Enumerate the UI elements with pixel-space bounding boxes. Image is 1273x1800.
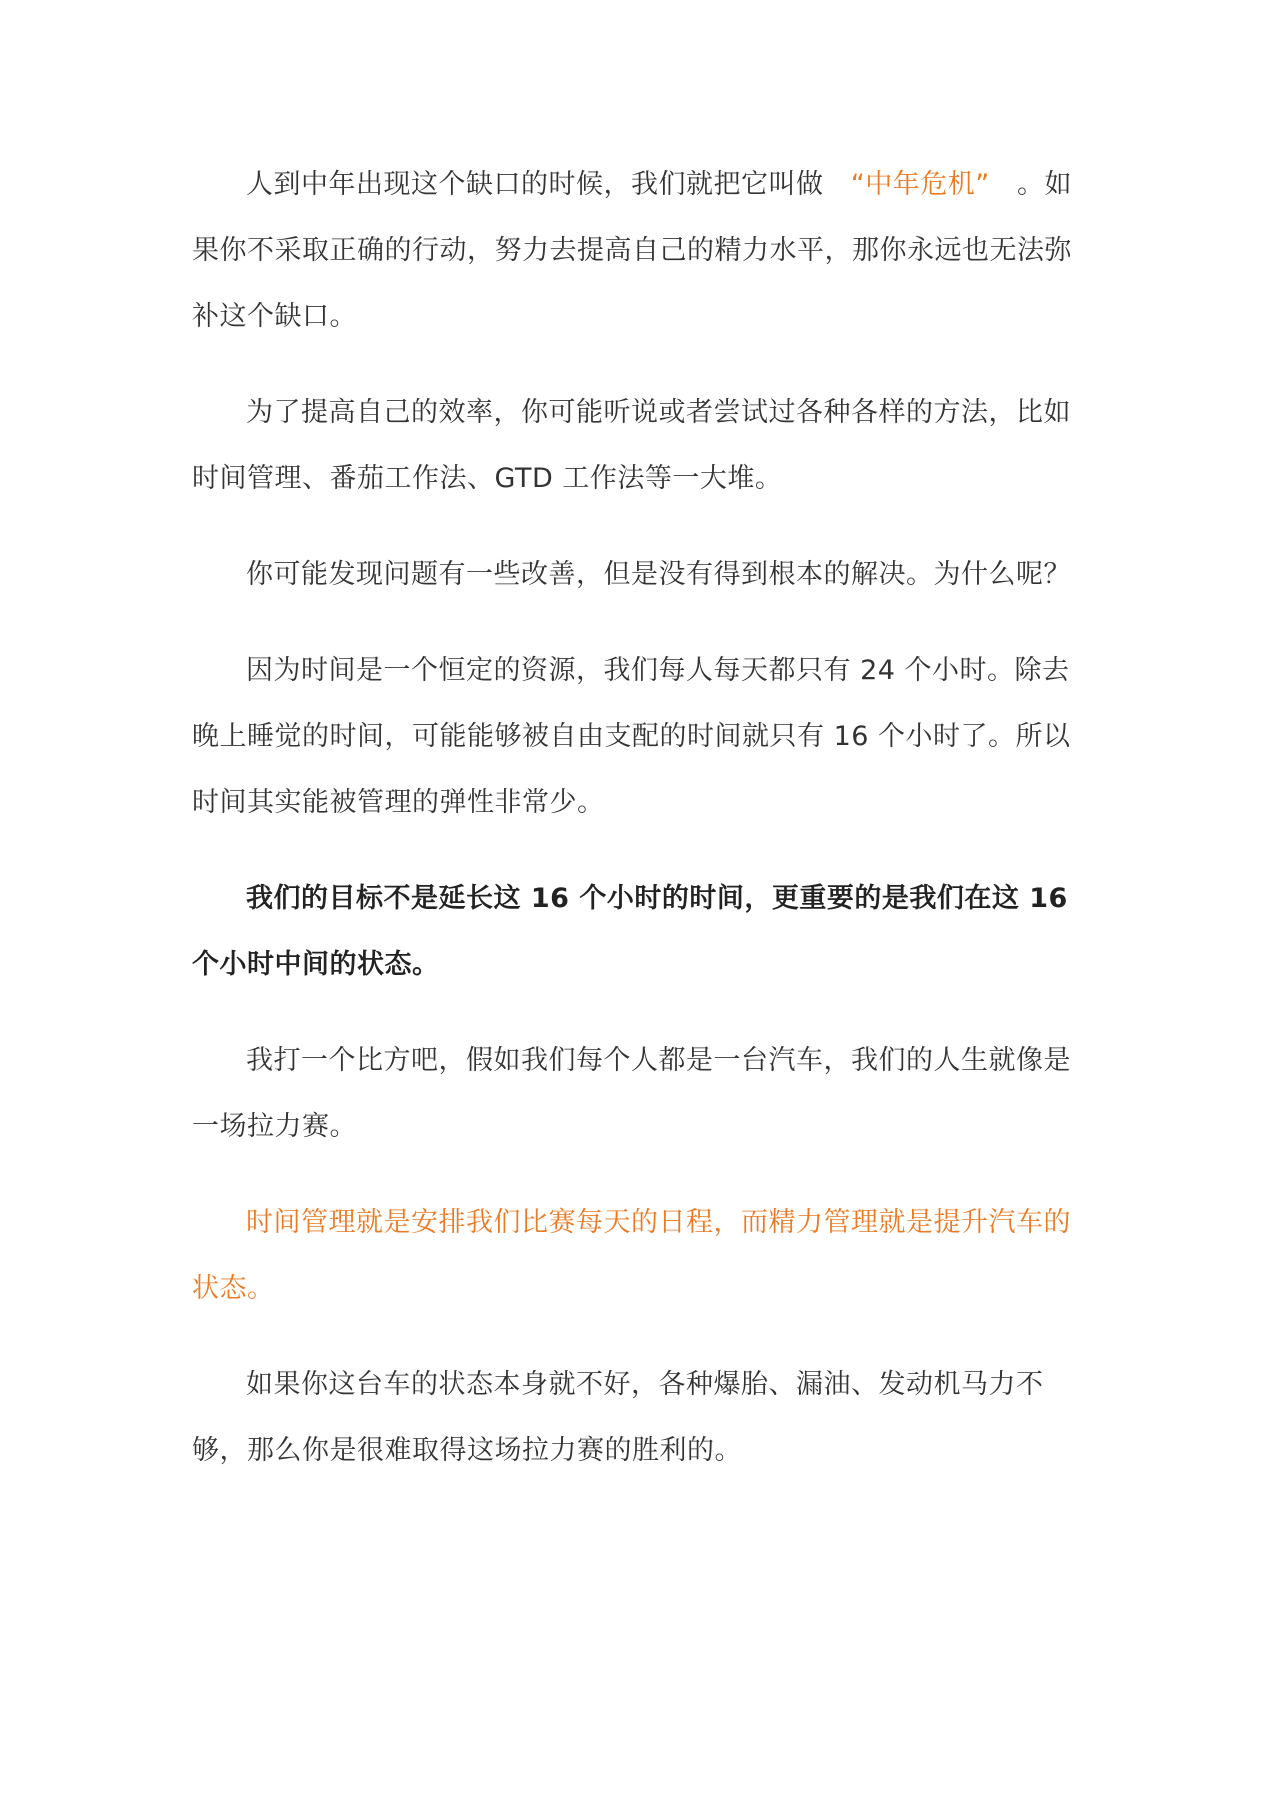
- highlight-term: “中年危机”: [850, 169, 990, 200]
- paragraph-midlife-crisis: [192, 152, 1082, 350]
- paragraph-goal-bold: 我们的目标不是延长这 16 个小时的时间，更重要的是我们在这 16 个小时中间的状态。: [192, 883, 1068, 980]
- paragraph-text: 人到中年出现这个缺口的时候，我们就把它叫做: [246, 169, 824, 200]
- paragraph-time-resource: 因为时间是一个恒定的资源，我们每人每天都只有 24 个小时。除去晚上睡觉的时间，可能能够被自由支配的时间就只有 16 个小时了。所以时间其实能被管理的弹性非常少。: [192, 655, 1071, 818]
- paragraph-rally-metaphor: 我打一个比方吧，假如我们每个人都是一台汽车，我们的人生就像是一场拉力赛。: [192, 1045, 1071, 1142]
- paragraph-management-accent: 时间管理就是安排我们比赛每天的日程，而精力管理就是提升汽车的状态。: [192, 1207, 1071, 1304]
- paragraph-methods: 为了提高自己的效率，你可能听说或者尝试过各种各样的方法，比如时间管理、番茄工作法、GTD 工作法等一大堆。: [192, 397, 1071, 494]
- paragraph-question: 你可能发现问题有一些改善，但是没有得到根本的解决。为什么呢？: [246, 559, 1071, 590]
- paragraph-car-condition: 如果你这台车的状态本身就不好，各种爆胎、漏油、发动机马力不够，那么你是很难取得这场拉力赛的胜利的。: [192, 1369, 1044, 1466]
- paragraph-text: 。如果你不采取正确的行动，努力去提高自己的精力水平，那你永远也无法弥补这个缺口。: [192, 169, 1072, 332]
- article-body: [192, 152, 1082, 1514]
